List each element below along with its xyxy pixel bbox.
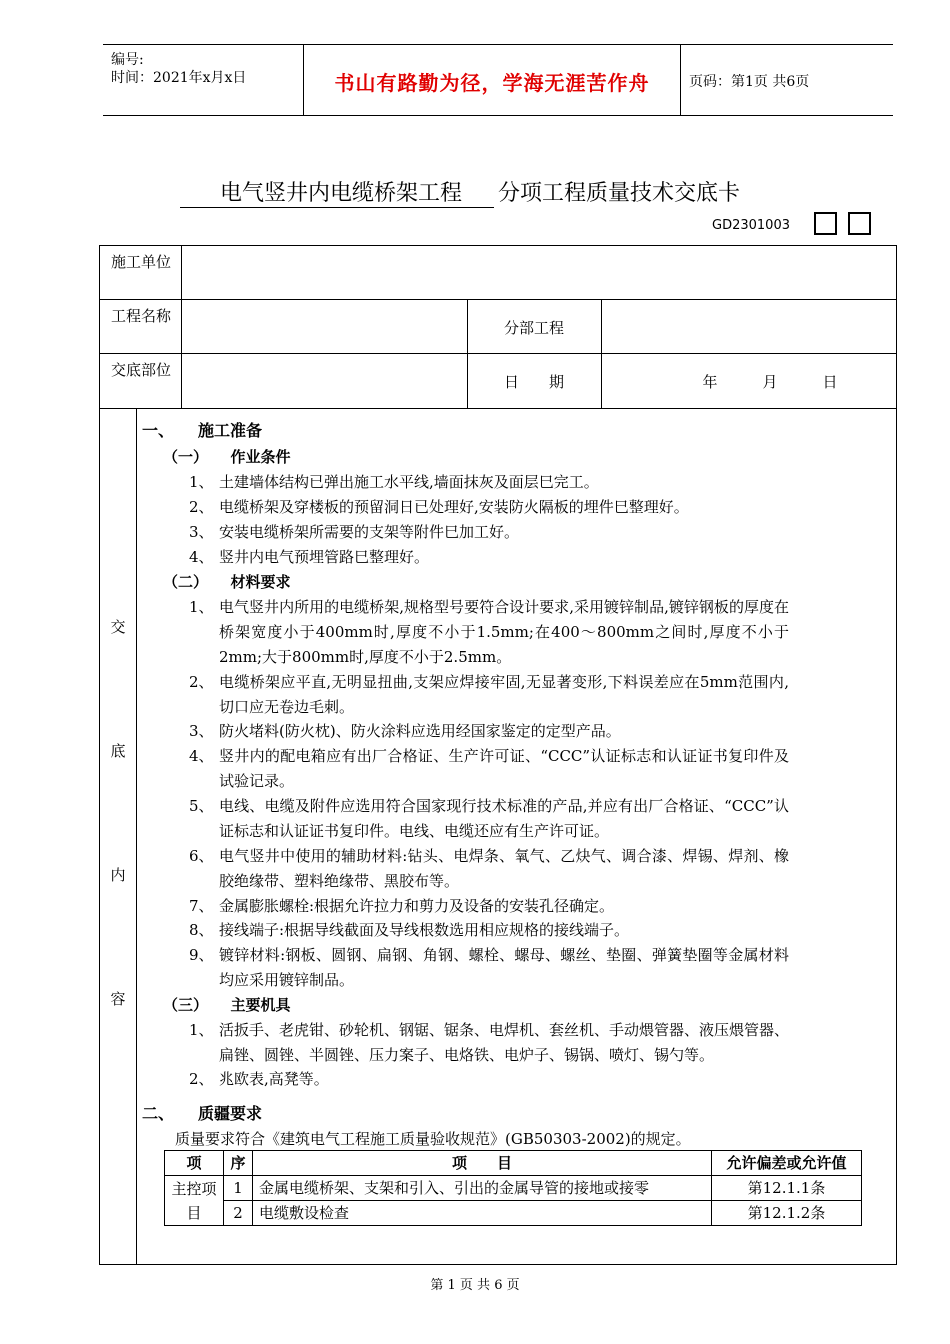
subsection-heading: （一） 作业条件	[163, 448, 291, 466]
quality-intro: 质量要求符合《建筑电气工程施工质量验收规范》(GB50303-2002)的规定。	[175, 1130, 691, 1148]
divider	[100, 408, 896, 409]
division-label: 分部工程	[503, 319, 564, 337]
date-value: 年 月 日	[702, 373, 838, 391]
project-name-title: 电气竖井内电缆桥架工程	[180, 176, 494, 208]
header-cell: 序	[224, 1151, 253, 1176]
header-cell: 项 目	[253, 1151, 712, 1176]
subsection-heading: （三） 主要机具	[163, 996, 291, 1014]
list-item: 1、 电气竖井内所用的电缆桥架,规格型号要符合设计要求,采用镀锌制品,镀锌钢板的厚度在桥架宽度小于400mm时,厚度不小于1.5mm;在400～800mm之间时,厚度不小于2mm;大于800mm时,厚度不小于2.5mm。	[189, 598, 789, 666]
list-item: 5、 电线、电缆及附件应选用符合国家现行技术标准的产品,并应有出厂合格证、“CCC”认证标志和认证证书复印件。电线、电缆还应有生产许可证。	[189, 797, 789, 840]
group-cell: 主控项目	[165, 1176, 224, 1226]
subsection-heading: （二） 材料要求	[163, 573, 291, 591]
list-item: 1、 活扳手、老虎钳、砂轮机、钢锯、锯条、电焊机、套丝机、手动煨管器、液压煨管器、扁锉、圆锉、半圆锉、压力案子、电烙铁、电炉子、锡锅、喷灯、锡勺等。	[189, 1021, 790, 1064]
code-label: 编号:	[111, 52, 144, 68]
header-page-cell	[681, 45, 893, 115]
slogan: 书山有路勤为径，学海无涯苦作舟	[334, 71, 650, 95]
table-row	[165, 1201, 862, 1226]
page-title	[180, 176, 740, 208]
checkbox-2[interactable]	[848, 212, 871, 235]
list-item: 9、 镀锌材料:钢板、圆钢、扁钢、角钢、螺栓、螺母、螺丝、垫圈、弹簧垫圈等金属材料均应采用镀锌制品。	[189, 946, 789, 989]
list-item: 3、 安装电缆桥架所需要的支架等附件巳加工好。	[189, 523, 520, 541]
vertical-char: 内	[110, 866, 126, 884]
header-cell: 项	[165, 1151, 224, 1176]
construction-unit-label: 施工单位	[110, 253, 171, 271]
document-header	[103, 44, 893, 116]
page-info: 页码：第1页 共6页	[689, 74, 810, 90]
header-slogan-cell	[304, 45, 681, 115]
list-item: 1、 土建墙体结构已弹出施工水平线,墙面抹灰及面层巳完工。	[189, 473, 599, 491]
vertical-char: 容	[110, 990, 126, 1008]
value-cell: 第12.1.1条	[712, 1176, 862, 1201]
divider	[181, 246, 182, 408]
divider	[601, 299, 602, 408]
project-name-label: 工程名称	[110, 307, 171, 325]
disclosure-part-label: 交底部位	[110, 361, 171, 379]
section-heading: 一、 施工准备	[142, 421, 263, 440]
checkbox-1[interactable]	[814, 212, 837, 235]
list-item: 4、 竖井内电气预埋管路巳整理好。	[189, 548, 430, 566]
title-suffix: 分项工程质量技术交底卡	[498, 181, 741, 206]
list-item: 2、 电缆桥架及穿楼板的预留洞日已处理好,安装防火隔板的埋件巳整理好。	[189, 498, 689, 516]
page-footer: 第 1 页 共 6 页	[430, 1278, 520, 1293]
list-item: 2、 兆欧表,高凳等。	[189, 1070, 329, 1088]
divider	[136, 408, 137, 1264]
list-item: 3、 防火堵料(防火枕)、防火涂料应选用经国家鉴定的定型产品。	[189, 722, 621, 740]
divider	[100, 299, 896, 300]
quality-table	[164, 1150, 862, 1226]
item-cell: 电缆敷设检查	[253, 1201, 712, 1226]
time-label: 时间：2021年x月x日	[111, 70, 247, 86]
seq-cell: 2	[224, 1201, 253, 1226]
item-cell: 金属电缆桥架、支架和引入、引出的金属导管的接地或接零	[253, 1176, 712, 1201]
divider	[100, 353, 896, 354]
document-code: GD2301003	[712, 218, 790, 233]
header-cell: 允许偏差或允许值	[712, 1151, 862, 1176]
section-heading: 二、 质疆要求	[142, 1104, 263, 1123]
vertical-char: 交	[110, 618, 126, 636]
disclosure-content-label	[100, 408, 136, 1264]
value-cell: 第12.1.2条	[712, 1201, 862, 1226]
list-item: 6、 电气竖井中使用的辅助材料:钻头、电焊条、氧气、乙炔气、调合漆、焊锡、焊剂、橡胶绝缘带、塑料绝缘带、黑胶布等。	[189, 847, 789, 890]
header-meta	[103, 45, 304, 115]
list-item: 2、 电缆桥架应平直,无明显扭曲,支架应焊接牢固,无显著变形,下料误差应在5mm范围内,切口应无卷边毛刺。	[189, 673, 789, 716]
table-row	[165, 1176, 862, 1201]
list-item: 4、 竖井内的配电箱应有出厂合格证、生产许可证、“CCC”认证标志和认证证书复印件及试验记录。	[189, 747, 789, 790]
seq-cell: 1	[224, 1176, 253, 1201]
table-header-row	[165, 1151, 862, 1176]
list-item: 8、 接线端子:根据导线截面及导线根数选用相应规格的接线端子。	[189, 921, 630, 939]
vertical-char: 底	[110, 742, 126, 760]
list-item: 7、 金属膨胀螺栓:根据允许拉力和剪力及设备的安装孔径确定。	[189, 897, 615, 915]
date-label: 日 期	[503, 373, 564, 391]
